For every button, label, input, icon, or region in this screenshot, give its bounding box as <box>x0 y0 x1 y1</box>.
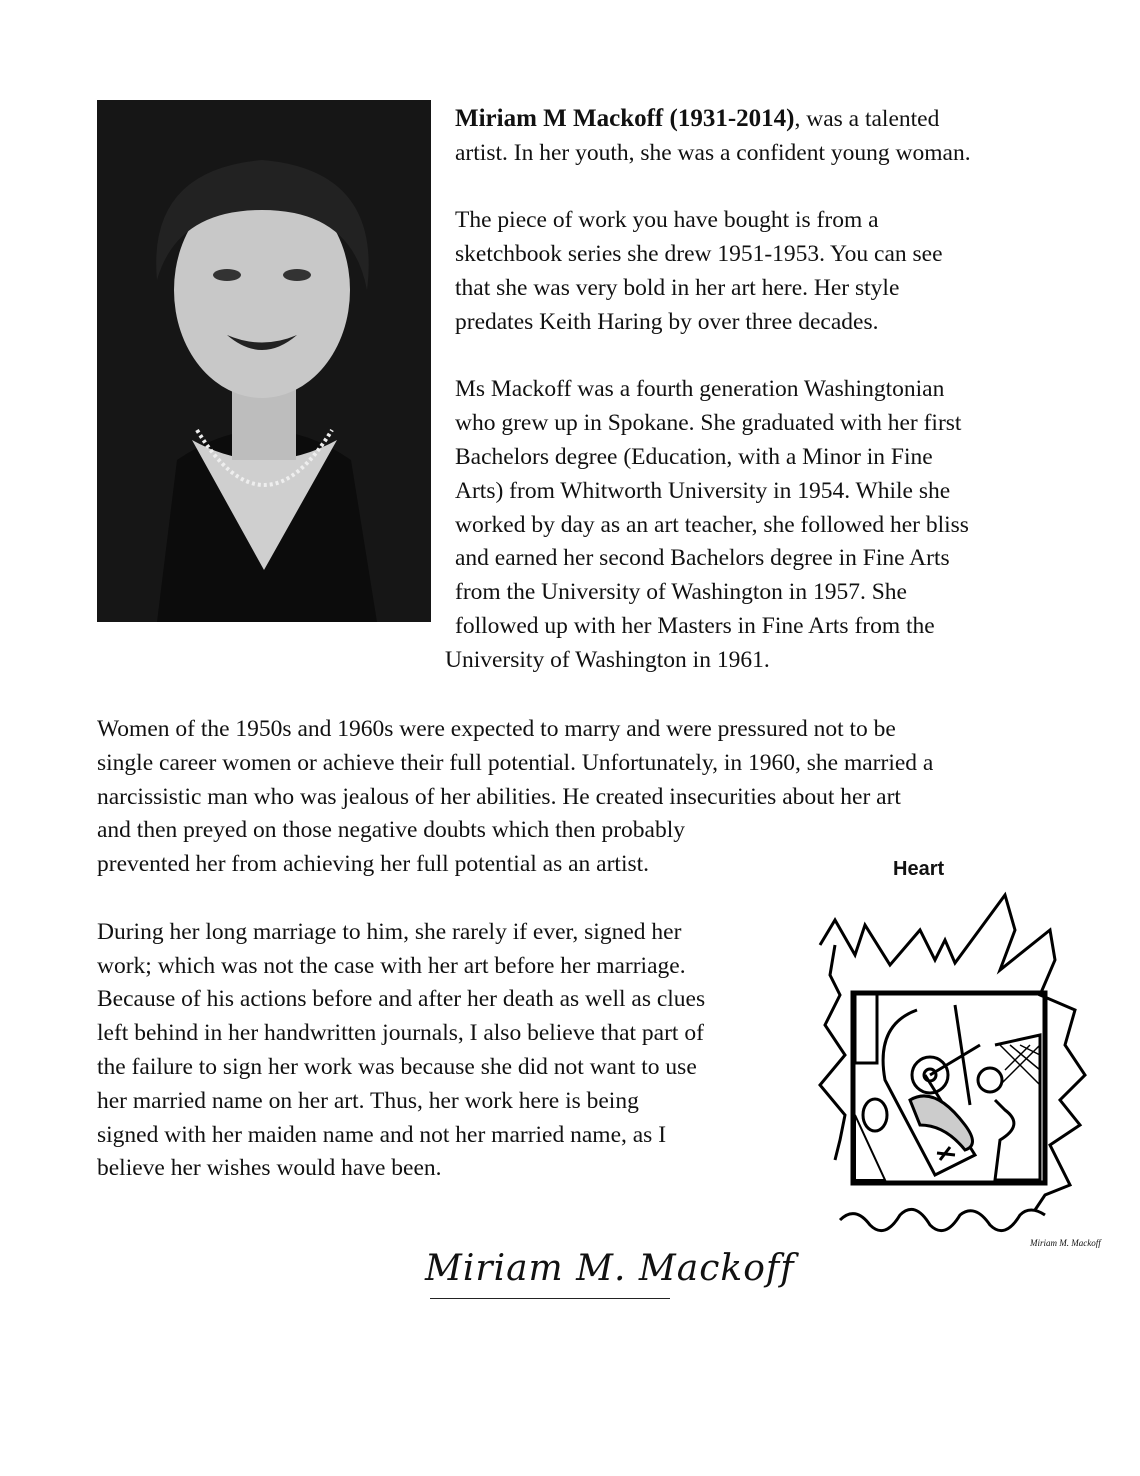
text-line: believe her wishes would have been. <box>97 1155 442 1182</box>
text-line: and then preyed on those negative doubts which then probably <box>97 817 686 844</box>
intro-paragraph <box>455 102 1095 171</box>
text-line: sketchbook series she drew 1951-1953. You can see <box>455 241 943 268</box>
paragraph <box>97 713 1057 882</box>
text-line: Ms Mackoff was a fourth generation Washingtonian <box>455 376 945 403</box>
paragraph <box>455 204 1095 339</box>
text-line: work; which was not the case with her art before her marriage. <box>97 952 686 979</box>
text-line: the failure to sign her work was because she did not want to use <box>97 1053 697 1080</box>
text-line: Arts) from Whitworth University in 1954. While she <box>455 477 951 504</box>
text-line: her married name on her art. Thus, her work here is being <box>97 1087 639 1114</box>
artist-name: Miriam M Mackoff (1931-2014) <box>455 105 795 132</box>
text-line: University of Washington in 1961. <box>445 646 770 673</box>
handwritten-signature: Miriam M. Mackoff <box>425 1248 795 1289</box>
text-line: single career women or achieve their full potential. Unfortunately, in 1960, she married a <box>97 749 934 776</box>
paragraph <box>455 373 1095 643</box>
text-line: artist. In her youth, she was a confident young woman. <box>455 139 971 166</box>
text-line: narcissistic man who was jealous of her abilities. He created insecurities about her art <box>97 783 901 810</box>
text-line: and earned her second Bachelors degree in Fine Arts <box>455 545 950 572</box>
text-line: signed with her maiden name and not her married name, as I <box>97 1121 667 1148</box>
text-line: During her long marriage to him, she rarely if ever, signed her <box>97 918 682 945</box>
text-line: left behind in her handwritten journals, I also believe that part of <box>97 1020 704 1047</box>
text-line: Because of his actions before and after her death as well as clues <box>97 986 706 1013</box>
text-line: The piece of work you have bought is from a <box>455 207 879 234</box>
text-line: followed up with her Masters in Fine Arts from the <box>455 612 935 639</box>
text-line: Bachelors degree (Education, with a Minor in Fine <box>455 443 933 470</box>
artwork-title: Heart <box>893 858 945 880</box>
text-line: worked by day as an art teacher, she followed her bliss <box>455 511 969 538</box>
text-line: who grew up in Spokane. She graduated with her first <box>455 410 962 437</box>
intro-column <box>445 102 1095 678</box>
heart-artwork <box>815 885 1130 1255</box>
artwork-signature: Miriam M. Mackoff <box>1030 1238 1101 1248</box>
text-line: , was a talented <box>794 106 940 132</box>
text-line: Women of the 1950s and 1960s were expected to marry and were pressured not to be <box>97 716 896 742</box>
signature-underline <box>430 1298 670 1299</box>
text-line: prevented her from achieving her full potential as an artist. <box>97 851 650 878</box>
text-line: predates Keith Haring by over three decades. <box>455 308 879 335</box>
portrait-photo <box>97 100 431 622</box>
text-line: that she was very bold in her art here. Her style <box>455 274 900 301</box>
text-line: from the University of Washington in 1957. She <box>455 579 907 606</box>
